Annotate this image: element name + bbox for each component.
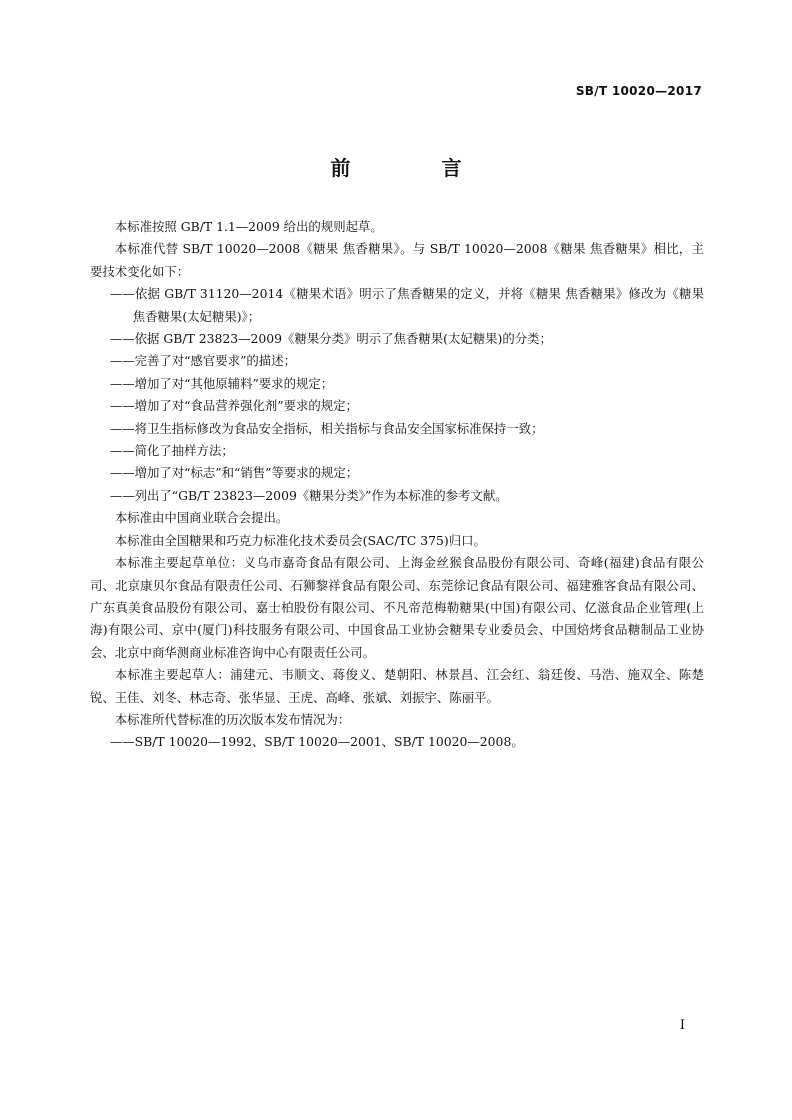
previous-versions-item: ——SB/T 10020—1992、SB/T 10020—2001、SB/T 10020—2008。 [109,734,524,750]
paragraph-drafting-rules: 本标准按照 GB/T 1.1—2009 给出的规则起草。 [114,219,383,234]
change-item: ——简化了抽样方法； [109,443,234,459]
change-item: ——依据 GB/T 23823—2009《糖果分类》明示了焦香糖果(太妃糖果)的分类； [109,331,552,347]
standard-code: SB/T 10020—2017 [575,84,702,98]
change-item: ——增加了对“食品营养强化剂”要求的规定； [109,398,358,414]
change-item: ——增加了对“其他原辅料”要求的规定； [109,375,334,391]
page-title: 前 言 [330,156,504,180]
page-number: I [679,1018,685,1033]
change-item: ——将卫生指标修改为食品安全指标，相关指标与食品安全国家标准保持一致； [109,420,544,436]
change-item: ——列出了“GB/T 23823—2009《糖果分类》”作为本标准的参考文献。 [109,487,508,503]
paragraph-proposer: 本标准由中国商业联合会提出。 [114,510,289,526]
change-item: ——增加了对“标志”和“销售”等要求的规定； [109,465,359,481]
preface-body [90,216,704,754]
paragraph-drafters: 本标准主要起草人：浦建元、韦顺文、蒋俊义、楚朝阳、林景昌、江会红、翁廷俊、马浩、施双全、陈楚锐、王佳、刘冬、林志奇、张华显、王虎、高峰、张斌、刘振宇、陈丽平。 [90,667,704,705]
paragraph-committee: 本标准由全国糖果和巧克力标准化技术委员会(SAC/TC 375)归口。 [114,532,486,548]
change-item: ——完善了对“感官要求”的描述； [109,353,296,369]
paragraph-replacement: 本标准代替 SB/T 10020—2008《糖果 焦香糖果》。与 SB/T 10020—2008《糖果 焦香糖果》相比，主要技术变化如下： [90,241,704,279]
paragraph-drafting-units: 本标准主要起草单位：义乌市嘉奇食品有限公司、上海金丝猴食品股份有限公司、奇峰(福建)食品有限公司、北京康贝尔食品有限责任公司、石狮黎祥食品有限公司、东莞徐记食品有限公司、福建雅客食品有限公司、广东真美食品股份有限公司、嘉士柏股份有限公司、不凡帝范梅勒糖果(中国)有限公司、亿滋食品企业管理(上海)有限公司、京中(厦门)科技服务有限公司、中国食品工业协会糖果专业委员会、中国焙烤食品糖制品工业协会、北京中商华测商业标准咨询中心有限责任公司。 [90,555,704,660]
change-item: ——依据 GB/T 31120—2014《糖果术语》明示了焦香糖果的定义，并将《糖果 焦香糖果》修改为《糖果 焦香糖果(太妃糖果)》； [109,286,704,324]
paragraph-history: 本标准所代替标准的历次版本发布情况为： [114,711,351,727]
